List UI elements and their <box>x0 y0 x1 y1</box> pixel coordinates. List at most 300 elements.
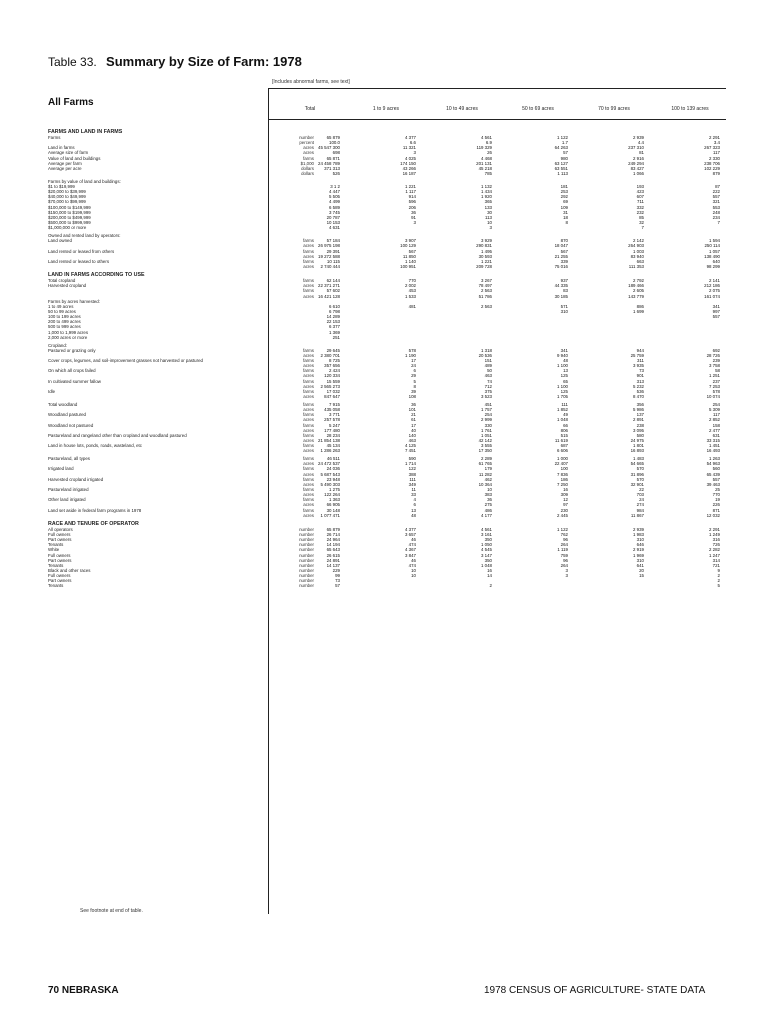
row-label: Farms by value of land and buildings: <box>48 178 121 184</box>
cell-value: 2 919 <box>633 547 644 553</box>
row-label: Total cropland <box>48 278 76 284</box>
row-label: $150,000 to $199,999 <box>48 209 91 215</box>
cell-value: 567 <box>560 248 568 254</box>
cell-value: 99 <box>335 573 340 579</box>
row-unit: farms <box>303 422 314 428</box>
cell-value: 5 <box>717 583 720 589</box>
cell-value: 30 185 <box>554 293 568 299</box>
row-unit: farms <box>303 288 314 294</box>
cell-value: 486 <box>484 507 492 513</box>
cell-value: 557 <box>712 314 720 320</box>
cell-value: 1 249 <box>709 531 720 537</box>
section-label: FARMS AND LAND IN FARMS <box>48 129 123 135</box>
cell-value: 125 <box>560 388 568 394</box>
row-unit: acres <box>303 363 314 369</box>
cell-value: 2 282 <box>709 547 720 553</box>
cell-value: 58 <box>715 368 720 374</box>
cell-value: 10 <box>487 220 492 226</box>
cell-value: 193 <box>636 184 644 190</box>
row-unit: farms <box>303 507 314 513</box>
cell-value: 571 <box>560 303 568 309</box>
cell-value: 29 645 <box>326 347 340 353</box>
row-unit: farms <box>303 378 314 384</box>
cell-value: 489 <box>484 363 492 369</box>
cell-value: 9 940 <box>557 352 568 358</box>
cell-value: 85 <box>639 214 644 220</box>
cell-value: 1 113 <box>557 170 568 176</box>
cell-value: 1 594 <box>709 238 720 244</box>
cell-value: 759 <box>560 552 568 558</box>
row-unit: farms <box>303 497 314 503</box>
row-unit: dollars <box>301 170 314 176</box>
cell-value: 3 758 <box>709 363 720 369</box>
cell-value: 39 463 <box>706 481 720 487</box>
row-label: $500,000 to $999,999 <box>48 220 91 226</box>
cell-value: 570 <box>636 466 644 472</box>
cell-value: 11 <box>411 486 416 492</box>
cell-value: 3 771 <box>329 412 340 418</box>
row-unit: farms <box>303 155 314 161</box>
row-label: $40,000 to $49,999 <box>48 194 86 200</box>
cell-value: 2 002 <box>405 283 416 289</box>
cell-value: 120 334 <box>324 373 340 379</box>
cell-value: 4 499 <box>329 199 340 205</box>
cell-value: 6 798 <box>329 308 340 314</box>
cell-value: 526 <box>332 170 340 176</box>
cell-value: 762 <box>560 531 568 537</box>
row-label: On which all crops failed <box>48 368 96 374</box>
cell-value: 26 615 <box>326 552 340 558</box>
cell-value: 40 <box>411 427 416 433</box>
cell-value: 83 427 <box>630 165 644 171</box>
cell-value: 238 <box>636 422 644 428</box>
cell-value: 463 <box>408 437 416 443</box>
cell-value: 692 <box>712 347 720 353</box>
footnote: See footnote at end of table. <box>80 908 143 914</box>
row-label: Part owners <box>48 537 72 543</box>
cell-value: 57 <box>335 583 340 589</box>
row-label: Cropland: <box>48 342 68 348</box>
cell-value: 2 380 701 <box>320 352 340 358</box>
cell-value: 557 <box>712 194 720 200</box>
table-main-title: Summary by Size of Farm: 1978 <box>106 54 302 69</box>
cell-value: 5 309 <box>709 407 720 413</box>
cell-value: 1 495 <box>481 248 492 254</box>
column-header-100-139: 100 to 139 acres <box>671 106 709 112</box>
cell-value: 97 <box>563 502 568 508</box>
cell-value: 57 <box>563 150 568 156</box>
cell-value: 4 377 <box>405 526 416 532</box>
cell-value: 46 511 <box>326 456 340 462</box>
cell-value: 641 <box>636 562 644 568</box>
cell-value: 4 125 <box>405 443 416 449</box>
cell-value: 2 477 <box>709 427 720 433</box>
cell-value: 879 <box>712 170 720 176</box>
cell-value: 14 194 <box>326 542 340 548</box>
cell-value: 264 903 <box>628 243 644 249</box>
cell-value: 4 367 <box>405 547 416 553</box>
cell-value: 3 <box>489 225 492 231</box>
column-header-70-99: 70 to 99 acres <box>598 106 630 112</box>
cell-value: 770 <box>408 278 416 284</box>
cell-value: 42 142 <box>478 437 492 443</box>
cell-value: 309 <box>560 492 568 498</box>
cell-value: 22 <box>639 486 644 492</box>
cell-value: 371 313 <box>324 165 340 171</box>
row-unit: number <box>299 526 314 532</box>
row-unit: acres <box>303 417 314 423</box>
cell-value: 1 122 <box>557 526 568 532</box>
cell-value: 179 <box>484 466 492 472</box>
row-label: 100 to 199 acres <box>48 314 81 320</box>
cell-value: 770 <box>712 492 720 498</box>
cell-value: 350 <box>484 537 492 543</box>
cell-value: 4 545 <box>481 547 492 553</box>
cell-value: 5 986 <box>633 407 644 413</box>
cell-value: 388 <box>408 471 416 477</box>
cell-value: 177 480 <box>324 427 340 433</box>
cell-value: 11 619 <box>554 437 568 443</box>
cell-value: 1 100 <box>557 383 568 389</box>
row-label: Owned and rented land by operators: <box>48 233 121 239</box>
cell-value: 28 726 <box>706 352 720 358</box>
cell-value: 274 <box>636 502 644 508</box>
row-label: Cover crops, legumes, and soil-improvement grasses not harvested or pastured <box>48 358 203 364</box>
cell-value: 1 757 <box>481 407 492 413</box>
cell-value: 721 <box>712 562 720 568</box>
cell-value: 32 <box>639 220 644 226</box>
section-label: RACE AND TENURE OF OPERATOR <box>48 520 139 527</box>
cell-value: 212 186 <box>704 283 720 289</box>
cell-value: 50 <box>487 368 492 374</box>
cell-value: 31 <box>563 209 568 215</box>
row-label: 2,000 acres or more <box>48 334 88 340</box>
cell-value: 3 929 <box>481 238 492 244</box>
cell-value: 17 <box>411 358 416 364</box>
cell-value: 4 468 <box>481 155 492 161</box>
cell-value: 22 407 <box>554 461 568 467</box>
cell-value: 553 <box>712 204 720 210</box>
cell-value: 226 <box>712 502 720 508</box>
cell-value: 45 547 300 <box>318 145 340 151</box>
cell-value: 1 251 <box>709 373 720 379</box>
row-label: Land rented or leased from others <box>48 248 115 254</box>
cell-value: 158 <box>712 422 720 428</box>
cell-value: 253 <box>560 189 568 195</box>
row-label: 1,000 to 1,999 acres <box>48 329 89 335</box>
cell-value: 350 <box>484 557 492 563</box>
cell-value: 19 <box>715 497 720 503</box>
row-unit: number <box>299 531 314 537</box>
cell-value: 4 377 <box>405 135 416 140</box>
cell-value: 375 <box>484 388 492 394</box>
cell-value: 75 016 <box>554 263 568 269</box>
cell-value: 341 <box>712 303 720 309</box>
cell-value: 232 <box>636 209 644 215</box>
cell-value: 54 665 <box>630 461 644 467</box>
cell-value: 30 <box>487 209 492 215</box>
cell-value: 33 <box>411 492 416 498</box>
cell-value: 663 <box>636 258 644 264</box>
cell-value: 8 <box>565 220 568 226</box>
cell-value: 51 786 <box>478 293 492 299</box>
cell-value: 3 847 <box>405 552 416 558</box>
cell-value: 383 <box>484 492 492 498</box>
cell-value: 2 563 <box>481 288 492 294</box>
row-unit: acres <box>303 502 314 508</box>
cell-value: 143 779 <box>628 293 644 299</box>
cell-value: 248 <box>712 209 720 215</box>
cell-value: 11 850 <box>402 253 416 259</box>
cell-value: 1 318 <box>481 347 492 353</box>
row-label: $70,000 to $99,999 <box>48 199 86 205</box>
cell-value: 26 <box>487 150 492 156</box>
cell-value: 16 187 <box>402 170 416 176</box>
cell-value: 2 424 <box>329 368 340 374</box>
cell-value: 316 <box>712 537 720 543</box>
cell-value: 2 291 <box>709 526 720 532</box>
cell-value: 341 <box>560 347 568 353</box>
cell-value: 5 232 <box>633 383 644 389</box>
row-label: Average size of farm <box>48 150 89 156</box>
cell-value: 73 <box>639 368 644 374</box>
row-label: Harvested cropland <box>48 283 87 289</box>
cell-value: 4 025 <box>405 155 416 161</box>
row-unit: acres <box>303 243 314 249</box>
cell-value: 3 745 <box>329 209 340 215</box>
cell-value: 78 497 <box>478 283 492 289</box>
cell-value: 18 047 <box>554 243 568 249</box>
cell-value: 1 247 <box>709 552 720 558</box>
cell-value: 16 893 <box>630 448 644 454</box>
cell-value: 62 144 <box>326 278 340 284</box>
cell-value: 1.7 <box>561 140 568 146</box>
row-label: Land in house lots, ponds, roads, wasteland, etc <box>48 443 142 449</box>
header-rule-bottom <box>268 119 726 120</box>
cell-value: 29 <box>411 373 416 379</box>
cell-value: 264 <box>560 562 568 568</box>
cell-value: 24 975 <box>630 437 644 443</box>
cell-value: 1 363 <box>329 497 340 503</box>
row-unit: number <box>299 547 314 553</box>
row-unit: farms <box>303 358 314 364</box>
row-unit: number <box>299 573 314 579</box>
cell-value: 46 <box>411 537 416 543</box>
row-label: Tenants <box>48 583 64 589</box>
cell-value: 435 058 <box>324 407 340 413</box>
cell-value: 14 289 <box>326 314 340 320</box>
cell-value: 234 <box>712 214 720 220</box>
cell-value: 23 948 <box>326 476 340 482</box>
cell-value: 201 131 <box>476 160 492 166</box>
row-unit: farms <box>303 466 314 472</box>
row-label: $200,000 to $499,999 <box>48 214 91 220</box>
row-unit: acres <box>303 394 314 399</box>
row-label: 500 to 999 acres <box>48 324 81 330</box>
cell-value: 48 <box>563 358 568 364</box>
row-unit: acres <box>303 253 314 259</box>
cell-value: 1 100 <box>557 363 568 369</box>
row-unit: acres <box>303 150 314 156</box>
cell-value: 5 490 303 <box>320 481 340 487</box>
cell-value: 28 234 <box>326 432 340 438</box>
cell-value: 1 920 <box>481 194 492 200</box>
cell-value: 17 032 <box>326 388 340 394</box>
cell-value: 356 <box>636 401 644 407</box>
cell-value: 515 <box>560 432 568 438</box>
cell-value: 22 153 <box>326 319 340 325</box>
cell-value: 24 891 <box>326 557 340 563</box>
cell-value: 6 606 <box>557 448 568 454</box>
cell-value: 65 879 <box>326 135 340 140</box>
cell-value: 339 <box>560 258 568 264</box>
cell-value: 1 969 <box>633 552 644 558</box>
row-unit: acres <box>303 461 314 467</box>
cell-value: 111 <box>561 401 568 407</box>
row-label: 50 to 99 acres <box>48 308 76 314</box>
cell-value: 100 129 <box>400 243 416 249</box>
cell-value: 10 <box>487 486 492 492</box>
row-unit: acres <box>303 373 314 379</box>
row-label: Other land irrigated <box>48 497 86 503</box>
row-unit: farms <box>303 248 314 254</box>
cell-value: 30 148 <box>326 507 340 513</box>
cell-value: 102 229 <box>704 165 720 171</box>
cell-value: 349 <box>408 481 416 487</box>
cell-value: 45 218 <box>478 165 492 171</box>
cell-value: 3 <box>413 220 416 226</box>
cell-value: 2 563 <box>481 303 492 309</box>
cell-value: 17 350 <box>478 448 492 454</box>
cell-value: 321 <box>712 199 720 205</box>
cell-value: 7 836 <box>557 471 568 477</box>
cell-value: 222 <box>712 189 720 195</box>
cell-value: 3 161 <box>481 531 492 537</box>
cell-value: 3 555 <box>481 443 492 449</box>
cell-value: 57 184 <box>326 238 340 244</box>
cell-value: 886 <box>636 303 644 309</box>
cell-value: 4 177 <box>481 512 492 518</box>
cell-value: 36 <box>411 209 416 215</box>
table-row <box>48 583 728 588</box>
row-unit: $1,000 <box>300 160 314 166</box>
cell-value: 1 077 471 <box>320 512 340 518</box>
row-label: Land in farms <box>48 145 75 151</box>
cell-value: 49 <box>563 412 568 418</box>
cell-value: 2 999 <box>481 417 492 423</box>
cell-value: 31 896 <box>630 471 644 477</box>
cell-value: 646 <box>636 542 644 548</box>
cell-value: 137 <box>636 412 644 418</box>
cell-value: 65 879 <box>326 526 340 532</box>
cell-value: 2 605 <box>633 288 644 294</box>
cell-value: 310 <box>636 557 644 563</box>
cell-value: 596 <box>408 199 416 205</box>
cell-value: 98 299 <box>706 263 720 269</box>
row-label: Woodland not pastured <box>48 422 94 428</box>
cell-value: 7 915 <box>329 401 340 407</box>
row-unit: acres <box>303 383 314 389</box>
row-label: Pastured or grazing only <box>48 347 96 353</box>
cell-value: 1 983 <box>633 531 644 537</box>
row-label: Pastureland irrigated <box>48 486 89 492</box>
cell-value: 6 <box>413 368 416 374</box>
section-heading: All Farms <box>48 97 94 108</box>
cell-value: 206 <box>408 204 416 210</box>
cell-value: 1 221 <box>405 184 416 190</box>
cell-value: 3 095 <box>633 427 644 433</box>
row-label: Land owned <box>48 238 72 244</box>
cell-value: 209 728 <box>476 263 492 269</box>
cell-value: 937 <box>560 278 568 284</box>
cell-value: 24 472 537 <box>318 461 340 467</box>
cell-value: 560 <box>712 466 720 472</box>
row-unit: number <box>299 552 314 558</box>
cell-value: 1 705 <box>557 394 568 399</box>
cell-value: 24 036 <box>326 466 340 472</box>
cell-value: 11 282 <box>478 471 492 477</box>
cell-value: 264 <box>560 542 568 548</box>
cell-value: 4 631 <box>329 225 340 231</box>
row-unit: acres <box>303 481 314 487</box>
cell-value: 87 <box>715 184 720 190</box>
cell-value: 5 <box>413 378 416 384</box>
cell-value: 1 050 <box>481 542 492 548</box>
cell-value: 83 940 <box>630 253 644 259</box>
cell-value: 22 371 271 <box>318 283 340 289</box>
cell-value: 15 559 <box>326 378 340 384</box>
cell-value: 161 074 <box>704 293 720 299</box>
cell-value: 3 <box>565 573 568 579</box>
row-unit: acres <box>303 407 314 413</box>
row-label: Full owners <box>48 531 71 537</box>
row-unit: acres <box>303 471 314 477</box>
cell-value: 6 377 <box>329 324 340 330</box>
cell-value: 11 867 <box>630 512 644 518</box>
row-label: Full owners <box>48 552 71 558</box>
row-label: 1 to 49 acres <box>48 303 74 309</box>
cell-value: 54 963 <box>706 461 720 467</box>
cell-value: 151 <box>484 358 492 364</box>
cell-value: 2 <box>717 578 720 584</box>
row-unit: number <box>299 578 314 584</box>
cell-value: 10 <box>411 573 416 579</box>
cell-value: 6.9 <box>485 140 492 146</box>
cell-value: 7 250 <box>557 481 568 487</box>
cell-value: 607 <box>636 194 644 200</box>
cell-value: 474 <box>408 562 416 568</box>
row-label: Full owners <box>48 573 71 579</box>
cell-value: 251 <box>332 334 340 340</box>
cell-value: 870 <box>560 238 568 244</box>
cell-value: 901 <box>636 373 644 379</box>
table-note: [Includes abnormal farms, see text] <box>272 79 350 85</box>
cell-value: 2 141 <box>709 278 720 284</box>
cell-value: 1 117 <box>405 189 416 195</box>
cell-value: 45 134 <box>326 443 340 449</box>
row-unit: farms <box>303 486 314 492</box>
cell-value: 4 <box>413 497 416 503</box>
column-header-1-9: 1 to 9 acres <box>372 106 400 112</box>
cell-value: 311 <box>637 358 644 364</box>
cell-value: 36 <box>411 401 416 407</box>
cell-value: 1 275 <box>329 486 340 492</box>
row-unit: acres <box>303 145 314 151</box>
cell-value: 19 272 588 <box>318 253 340 259</box>
cell-value: 1 048 <box>557 417 568 423</box>
cell-value: 83 <box>563 288 568 294</box>
cell-value: 698 <box>332 150 340 156</box>
